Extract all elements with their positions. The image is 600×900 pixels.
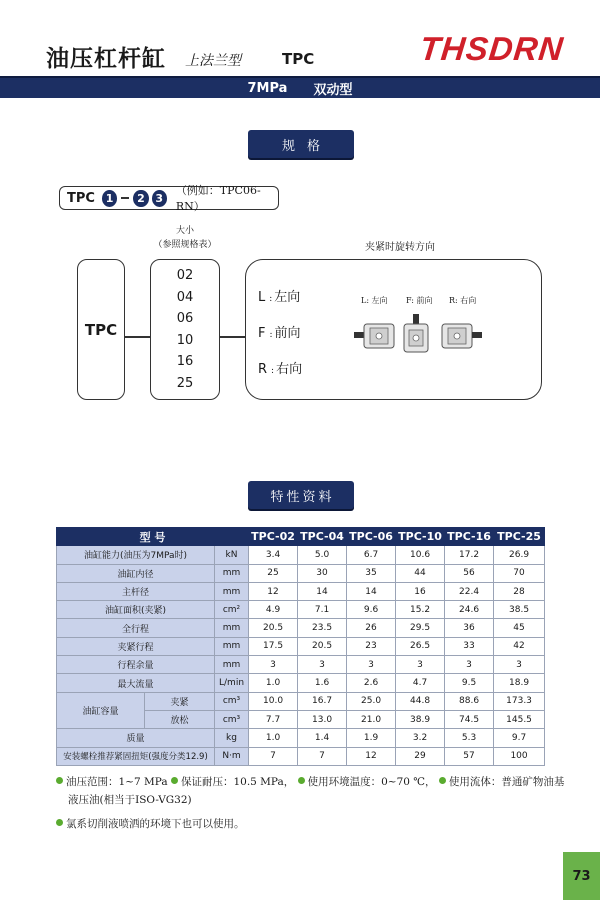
cell: 4.9	[249, 601, 298, 619]
table-row	[57, 637, 545, 655]
direction-option-r: R : 右向	[258, 362, 303, 377]
model-code-box	[59, 184, 279, 213]
size-option: 10	[176, 332, 194, 348]
bullet-dot	[56, 777, 63, 784]
table-row	[57, 656, 545, 674]
clamp-direction-illustration	[354, 310, 494, 360]
notes-line-2: 液压油(相当于ISO-VG32)	[68, 794, 192, 806]
cell: 12	[347, 747, 396, 765]
row-unit: mm	[215, 656, 249, 674]
code-circle-3: 3	[152, 190, 167, 207]
cell: 14	[298, 582, 347, 600]
mini-label-f: F: 前向	[406, 296, 433, 305]
cell: 16.7	[298, 692, 347, 710]
cell: 3.2	[396, 729, 445, 747]
row-unit: kN	[215, 546, 249, 564]
cell: 23	[347, 637, 396, 655]
row-label: 最大流量	[57, 674, 215, 692]
header-model: TPC-06	[347, 528, 396, 546]
connector-line	[220, 336, 245, 338]
cell: 25.0	[347, 692, 396, 710]
cell: 5.3	[445, 729, 494, 747]
cell: 5.0	[298, 546, 347, 564]
row-unit: mm	[215, 619, 249, 637]
cell: 35	[347, 564, 396, 582]
row-sublabel: 放松	[145, 710, 215, 728]
characteristics-section-title: 特性资料	[248, 481, 354, 509]
cell: 3	[249, 656, 298, 674]
spec-section-title: 规格	[248, 130, 354, 158]
clamp-right-icon	[442, 324, 482, 348]
cell: 7.1	[298, 601, 347, 619]
notes-line-1	[56, 774, 564, 791]
cell: 9.6	[347, 601, 396, 619]
size-option: 16	[176, 354, 194, 369]
note-text: 使用流体：普通矿物油基	[448, 776, 565, 788]
size-option: 06	[176, 311, 194, 326]
row-unit: mm	[215, 637, 249, 655]
row-label: 主杆径	[57, 582, 215, 600]
cell: 16	[396, 582, 445, 600]
header-model: TPC-25	[494, 528, 545, 546]
header-model: TPC-04	[298, 528, 347, 546]
cell: 7	[298, 747, 347, 765]
cell: 33	[445, 637, 494, 655]
cell: 70	[494, 564, 545, 582]
header-model-cell: 型 号	[57, 528, 249, 546]
cell: 42	[494, 637, 545, 655]
cell: 1.0	[249, 729, 298, 747]
cell: 17.2	[445, 546, 494, 564]
row-label: 质量	[57, 729, 215, 747]
row-unit: cm³	[215, 692, 249, 710]
cell: 15.2	[396, 601, 445, 619]
code-tpc-box: TPC	[77, 259, 125, 400]
note-text: 保证耐压：10.5 MPa，	[180, 776, 295, 788]
cell: 88.6	[445, 692, 494, 710]
cell: 13.0	[298, 710, 347, 728]
table-row	[57, 582, 545, 600]
code-prefix: TPC	[67, 190, 95, 206]
cell: 3	[494, 656, 545, 674]
cell: 29	[396, 747, 445, 765]
cell: 145.5	[494, 710, 545, 728]
note-text: 使用环境温度：0~70 ℃，	[307, 776, 436, 788]
cell: 22.4	[445, 582, 494, 600]
cell: 7.7	[249, 710, 298, 728]
row-label: 油缸内径	[57, 564, 215, 582]
row-label: 油缸面积(夹紧)	[57, 601, 215, 619]
size-option: 25	[176, 375, 194, 391]
cell: 1.6	[298, 674, 347, 692]
table-row	[57, 674, 545, 692]
cell: 44	[396, 564, 445, 582]
direction-label: 夹紧时旋转方向	[365, 242, 435, 253]
size-label-main: 大小	[175, 226, 194, 236]
page-subtitle: 上法兰型	[185, 53, 241, 69]
cell: 28	[494, 582, 545, 600]
cell: 25	[249, 564, 298, 582]
table-row	[57, 692, 545, 710]
cell: 2.6	[347, 674, 396, 692]
clamp-front-icon	[404, 314, 428, 352]
notes-line-3	[56, 816, 245, 833]
cell: 1.4	[298, 729, 347, 747]
table-row	[57, 564, 545, 582]
cell: 38.5	[494, 601, 545, 619]
direction-option-l: L : 左向	[258, 290, 301, 305]
cell: 21.0	[347, 710, 396, 728]
cell: 45	[494, 619, 545, 637]
page-number: 73	[563, 852, 600, 900]
size-option: 04	[176, 289, 194, 305]
cell: 44.8	[396, 692, 445, 710]
clamp-left-icon	[354, 324, 394, 348]
table-row	[57, 619, 545, 637]
row-label: 安装螺栓推荐紧固扭矩(强度分类12.9)	[57, 747, 215, 765]
header-model: TPC-02	[249, 528, 298, 546]
row-label: 全行程	[57, 619, 215, 637]
connector-line	[125, 336, 150, 338]
row-unit: cm²	[215, 601, 249, 619]
note-text: 氯系切削液喷洒的环境下也可以使用。	[66, 818, 245, 830]
cell: 36	[445, 619, 494, 637]
cell: 3	[445, 656, 494, 674]
cell: 10.0	[249, 692, 298, 710]
cell: 23.5	[298, 619, 347, 637]
header-bar	[0, 76, 600, 98]
cell: 30	[298, 564, 347, 582]
cell: 26	[347, 619, 396, 637]
row-unit: kg	[215, 729, 249, 747]
row-unit: cm³	[215, 710, 249, 728]
brand-logo: THSDRN	[418, 30, 566, 67]
cell: 26.5	[396, 637, 445, 655]
cell: 20.5	[249, 619, 298, 637]
cell: 3.4	[249, 546, 298, 564]
bullet-dot	[298, 777, 305, 784]
code-example: （例如：TPC06-RN）	[175, 184, 261, 213]
row-label: 行程余量	[57, 656, 215, 674]
model-name: TPC	[282, 50, 315, 68]
cell: 74.5	[445, 710, 494, 728]
cell: 38.9	[396, 710, 445, 728]
pressure-label: 7MPa	[247, 80, 288, 96]
cell: 57	[445, 747, 494, 765]
row-sublabel: 夹紧	[145, 692, 215, 710]
cell: 26.9	[494, 546, 545, 564]
cell: 1.9	[347, 729, 396, 747]
code-dash	[121, 197, 129, 199]
cell: 9.5	[445, 674, 494, 692]
direction-option-f: F : 前向	[258, 326, 301, 341]
cell: 10.6	[396, 546, 445, 564]
cell: 29.5	[396, 619, 445, 637]
row-unit: mm	[215, 582, 249, 600]
cell: 6.7	[347, 546, 396, 564]
cell: 1.0	[249, 674, 298, 692]
code-circle-2: 2	[133, 190, 148, 207]
table-header-row	[57, 528, 545, 546]
row-label: 油缸容量	[57, 692, 145, 729]
action-type-label: 双动型	[313, 82, 353, 98]
size-label	[150, 224, 220, 252]
cell: 3	[347, 656, 396, 674]
mini-label-l: L: 左向	[361, 296, 388, 305]
row-label: 油缸能力(油压为7MPa时)	[57, 546, 215, 564]
bullet-dot	[56, 819, 63, 826]
cell: 3	[396, 656, 445, 674]
size-label-note: （参照规格表）	[153, 240, 217, 250]
characteristics-table	[56, 527, 545, 766]
bullet-dot	[171, 777, 178, 784]
cell: 17.5	[249, 637, 298, 655]
row-unit: N·m	[215, 747, 249, 765]
cell: 3	[298, 656, 347, 674]
cell: 9.7	[494, 729, 545, 747]
cell: 56	[445, 564, 494, 582]
cell: 24.6	[445, 601, 494, 619]
cell: 7	[249, 747, 298, 765]
size-option: 02	[176, 268, 194, 283]
row-unit: mm	[215, 564, 249, 582]
header-model: TPC-10	[396, 528, 445, 546]
mini-label-r: R: 右向	[449, 296, 477, 305]
bullet-dot	[439, 777, 446, 784]
table-row	[57, 601, 545, 619]
cell: 14	[347, 582, 396, 600]
cell: 12	[249, 582, 298, 600]
cell: 173.3	[494, 692, 545, 710]
cell: 100	[494, 747, 545, 765]
table-row	[57, 546, 545, 564]
table-row	[57, 747, 545, 765]
note-text: 油压范围：1~7 MPa	[66, 776, 168, 788]
code-circle-1: 1	[102, 190, 117, 207]
page-title: 油压杠杆缸	[46, 46, 166, 72]
cell: 20.5	[298, 637, 347, 655]
cell: 4.7	[396, 674, 445, 692]
table-row	[57, 729, 545, 747]
cell: 18.9	[494, 674, 545, 692]
row-label: 夹紧行程	[57, 637, 215, 655]
size-options-box	[150, 259, 220, 400]
row-unit: L/min	[215, 674, 249, 692]
header-model: TPC-16	[445, 528, 494, 546]
direction-options-box	[245, 259, 542, 400]
